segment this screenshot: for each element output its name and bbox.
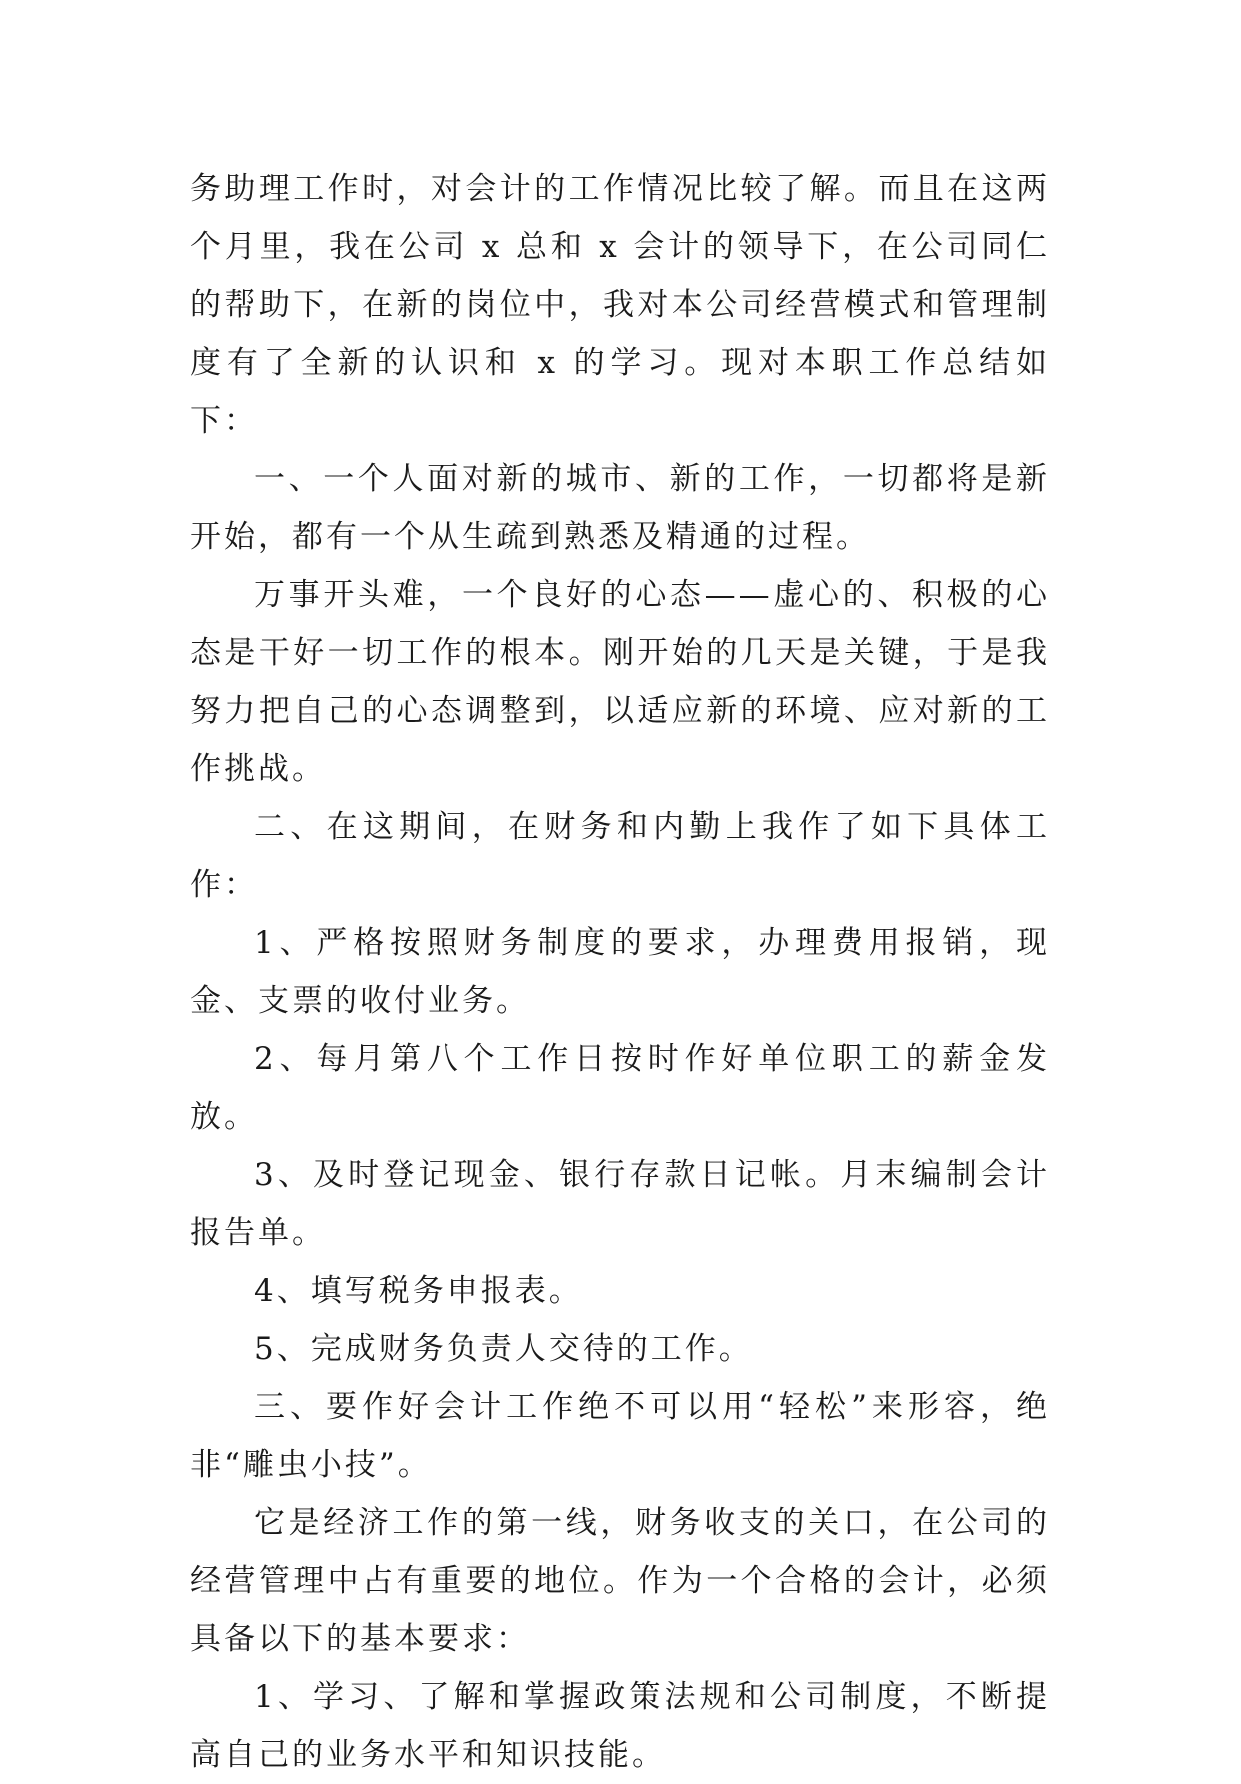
document-body bbox=[190, 160, 1050, 1784]
paragraph-mindset: 万事开头难，一个良好的心态——虚心的、积极的心态是干好一切工作的根本。刚开始的几天是关键，于是我努力把自己的心态调整到，以适应新的环境、应对新的工作挑战。 bbox=[190, 577, 1050, 787]
paragraph-section-2: 二、在这期间，在财务和内勤上我作了如下具体工作： bbox=[190, 809, 1050, 903]
paragraph-intro: 务助理工作时，对会计的工作情况比较了解。而且在这两个月里，我在公司 x 总和 x 会计的领导下，在公司同仁的帮助下，在新的岗位中，我对本公司经营模式和管理制度有了全新的认识和 x 的学习。现对本职工作总结如下： bbox=[190, 171, 1050, 439]
requirement-item-1: 1、学习、了解和掌握政策法规和公司制度，不断提高自己的业务水平和知识技能。 bbox=[190, 1679, 1050, 1773]
paragraph-section-1: 一、一个人面对新的城市、新的工作，一切都将是新开始，都有一个从生疏到熟悉及精通的过程。 bbox=[190, 461, 1050, 555]
paragraph-section-3: 三、要作好会计工作绝不可以用“轻松”来形容，绝非“雕虫小技”。 bbox=[190, 1389, 1050, 1483]
list-item-4: 4、填写税务申报表。 bbox=[254, 1273, 583, 1309]
list-item-2: 2、每月第八个工作日按时作好单位职工的薪金发放。 bbox=[190, 1041, 1050, 1135]
list-item-5: 5、完成财务负责人交待的工作。 bbox=[254, 1331, 753, 1367]
paragraph-requirements: 它是经济工作的第一线，财务收支的关口，在公司的经营管理中占有重要的地位。作为一个合格的会计，必须具备以下的基本要求： bbox=[190, 1505, 1050, 1657]
list-item-3: 3、及时登记现金、银行存款日记帐。月末编制会计报告单。 bbox=[190, 1157, 1050, 1251]
list-item-1: 1、严格按照财务制度的要求，办理费用报销，现金、支票的收付业务。 bbox=[190, 925, 1050, 1019]
